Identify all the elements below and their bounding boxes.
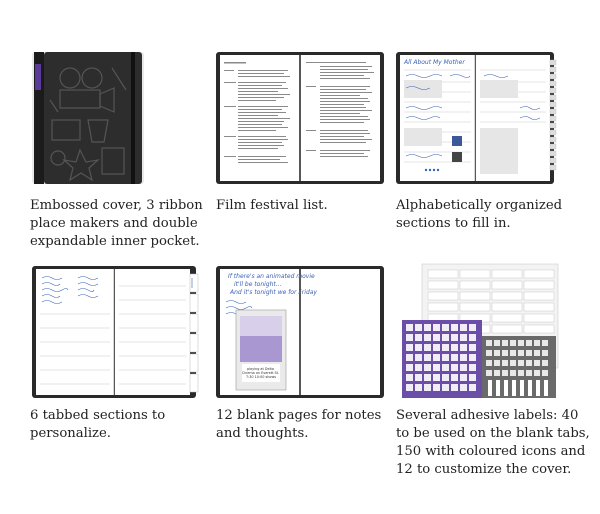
- alphabetical-sections-image: [396, 52, 560, 184]
- ticket-text: playing at Delta Cinema on Everett St. 7:30 10:00 shows: [241, 367, 280, 379]
- blank-pages-image: [216, 266, 384, 398]
- film-festival-list-image: [216, 52, 384, 184]
- caption-embossed-cover: Embossed cover, 3 ribbon place makers and double expandable inner pocket.: [30, 198, 203, 249]
- caption-adhesive-labels: Several adhesive labels: 40 to be used on the blank tabs, 150 with coloured icons and 12 to customize the cover.: [396, 408, 590, 477]
- notes-handwriting-line2: it'll be tonight...: [234, 281, 282, 288]
- caption-alphabetical: Alphabetically organized sections to fill in.: [396, 198, 563, 231]
- caption-film-festival: Film festival list.: [216, 198, 328, 213]
- alpha-handwritten-title: All About My Mother: [404, 59, 465, 66]
- caption-blank-pages: 12 blank pages for notes and thoughts.: [216, 408, 382, 441]
- notes-handwriting-line3: And it's tonight we for Friday: [230, 289, 317, 296]
- notes-handwriting-line1: If there's an animated movie: [228, 273, 315, 280]
- embossed-cover-image: [30, 50, 145, 185]
- tabbed-sections-image: [32, 266, 200, 398]
- caption-tabbed-sections: 6 tabbed sections to personalize.: [30, 408, 166, 441]
- adhesive-labels-image: [396, 262, 562, 400]
